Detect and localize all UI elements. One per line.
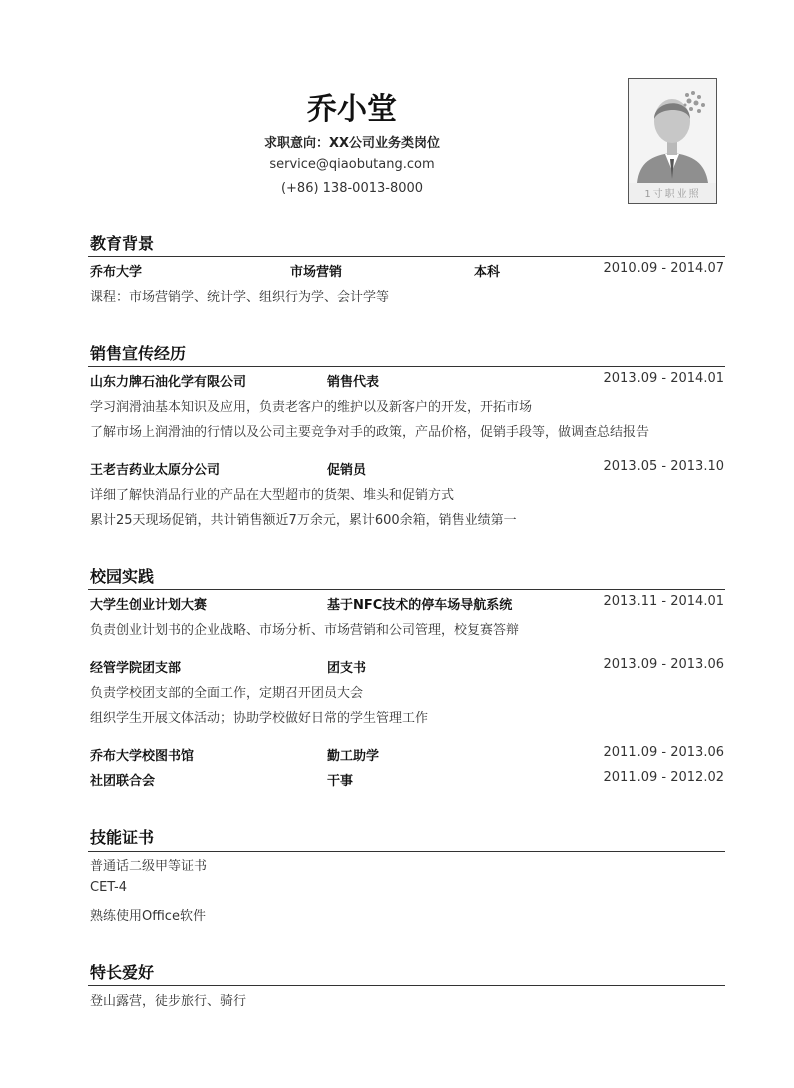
detail-line: 了解市场上润滑油的行情以及公司主要竞争对手的政策，产品价格，促销手段等，做调查总结报告 [90, 425, 650, 440]
section-divider [88, 851, 725, 852]
education-row [90, 261, 724, 281]
skills-title: 技能证书 [90, 828, 155, 847]
org-name: 大学生创业计划大赛 [90, 598, 208, 613]
company-name: 王老吉药业太原分公司 [90, 463, 221, 478]
section-divider [88, 985, 725, 986]
section-divider [88, 589, 725, 590]
detail-line: 详细了解快消品行业的产品在大型超市的货架、堆头和促销方式 [90, 488, 455, 503]
item-date: 2013.11 - 2014.01 [603, 594, 724, 609]
item-date: 2011.09 - 2012.02 [603, 770, 724, 785]
profile-photo [628, 78, 717, 204]
email-address: service@qiaobutang.com [269, 157, 435, 172]
campus-title: 校园实践 [90, 567, 155, 586]
role-name: 干事 [327, 774, 354, 789]
education-title: 教育背景 [90, 234, 155, 253]
role-name: 促销员 [327, 463, 367, 478]
skill-item: 熟练使用Office软件 [90, 909, 206, 924]
role-name: 销售代表 [327, 375, 380, 390]
role-name: 勤工助学 [327, 749, 380, 764]
skill-item: CET-4 [90, 880, 128, 895]
detail-line: 学习润滑油基本知识及应用，负责老客户的维护以及新客户的开发，开拓市场 [90, 400, 533, 415]
photo-caption: 1寸职业照 [644, 189, 701, 200]
org-name: 社团联合会 [90, 774, 156, 789]
role-name: 基于NFC技术的停车场导航系统 [327, 598, 513, 613]
campus-item-row [90, 657, 724, 677]
detail-line: 组织学生开展文体活动；协助学校做好日常的学生管理工作 [90, 711, 429, 726]
section-divider [88, 256, 725, 257]
campus-item-row [90, 770, 724, 790]
org-name: 经管学院团支部 [90, 661, 182, 676]
major-name: 市场营销 [290, 265, 343, 280]
sales-title: 销售宣传经历 [90, 344, 187, 363]
courses-text: 课程：市场营销学、统计学、组织行为学、会计学等 [90, 290, 390, 305]
avatar-placeholder-icon [629, 79, 716, 203]
detail-line: 累计25天现场促销，共计销售额近7万余元，累计600余箱，销售业绩第一 [90, 513, 517, 528]
phone-number: (+86) 138-0013-8000 [280, 181, 424, 196]
sales-item-row [90, 459, 724, 479]
skill-item: 普通话二级甲等证书 [90, 859, 208, 874]
section-divider [88, 366, 725, 367]
detail-line: 负责学校团支部的全面工作，定期召开团员大会 [90, 686, 364, 701]
degree-name: 本科 [474, 265, 501, 280]
org-name: 乔布大学校图书馆 [90, 749, 195, 764]
company-name: 山东力牌石油化学有限公司 [90, 375, 247, 390]
item-date: 2011.09 - 2013.06 [603, 745, 724, 760]
sales-item-row [90, 371, 724, 391]
campus-item-row [90, 745, 724, 765]
school-name: 乔布大学 [90, 265, 143, 280]
campus-item-row [90, 594, 724, 614]
candidate-name: 乔小堂 [307, 92, 397, 127]
hobbies-text: 登山露营，徒步旅行、骑行 [90, 994, 247, 1009]
hobbies-title: 特长爱好 [90, 963, 155, 982]
education-date: 2010.09 - 2014.07 [603, 261, 724, 276]
item-date: 2013.09 - 2014.01 [603, 371, 724, 386]
role-name: 团支书 [327, 661, 367, 676]
item-date: 2013.09 - 2013.06 [603, 657, 724, 672]
detail-line: 负责创业计划书的企业战略、市场分析、市场营销和公司管理，校复赛答辩 [90, 623, 520, 638]
job-intent: 求职意向：XX公司业务类岗位 [263, 136, 441, 151]
item-date: 2013.05 - 2013.10 [603, 459, 724, 474]
